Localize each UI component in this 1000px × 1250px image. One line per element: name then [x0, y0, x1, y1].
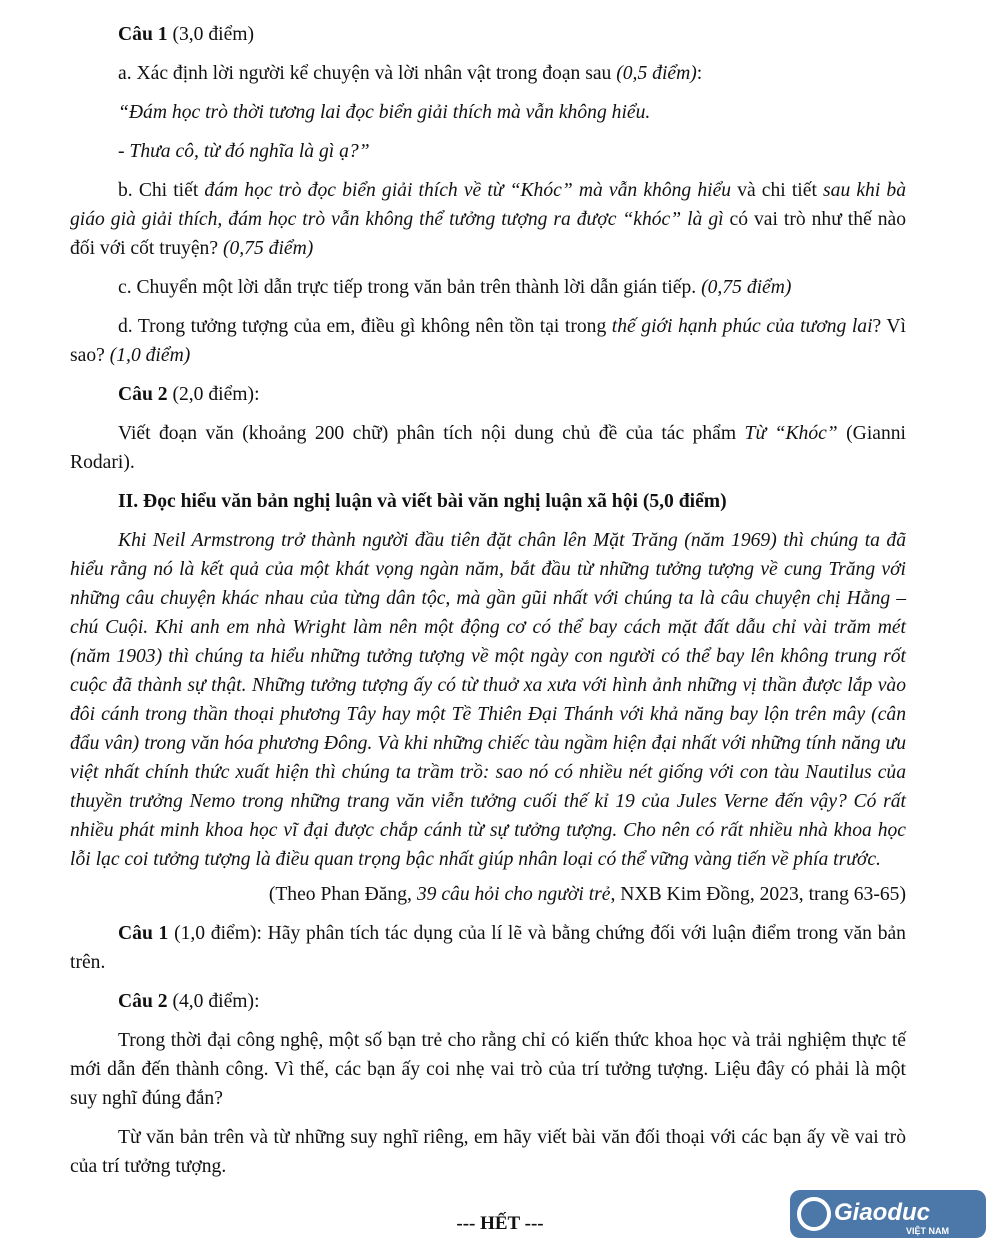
logo-brand-text: Giaoduc [834, 1199, 931, 1226]
part1-q1-c: c. Chuyển một lời dẫn trực tiếp trong văn bản trên thành lời dẫn gián tiếp. (0,75 điểm) [118, 277, 792, 298]
watermark-logo-graphic [788, 1186, 988, 1242]
passage-source: (Theo Phan Đăng, 39 câu hỏi cho người trẻ, NXB Kim Đồng, 2023, trang 63-65) [268, 884, 906, 905]
logo-sub-text: VIỆT NAM [906, 1226, 950, 1236]
part2-heading: II. Đọc hiểu văn bản nghị luận và viết bài văn nghị luận xã hội (5,0 điểm) [118, 491, 727, 512]
giaoduc-watermark-logo [788, 1186, 988, 1242]
reading-passage: Khi Neil Armstrong trở thành người đầu tiên đặt chân lên Mặt Trăng (năm 1969) thì chúng ta đã hiểu rằng nó là kết quả của một khát vọng ngàn năm, bắt đầu từ những tưởng tượng về cung Trăng với những câu chuyện khác nhau của từng dân tộc, mà gần gũi nhất với chúng ta là câu chuyện chị Hằng – chú Cuội. Khi anh em nhà Wright làm nên một động cơ có thể bay cách mặt đất dẫu chỉ vài trăm mét (năm 1903) thì chúng ta hiểu những tưởng tượng về một ngày con người có thể bay lên không trung rốt cuộc đã thành sự thật. Những tưởng tượng ấy có từ thuở xa xưa với hình ảnh những vị thần được lắp vào đôi cánh trong thần thoại phương Tây hay một Tề Thiên Đại Thánh với khả năng bay lộn trên mây (cân đẩu vân) trong văn hóa phương Đông. Và khi những chiếc tàu ngầm hiện đại nhất với những tính năng ưu việt nhất chính thức xuất hiện thì chúng ta trầm trồ: sao nó có nhiều nét giống với con tàu Nautilus của thuyền trưởng Nemo trong những trang văn viễn tưởng cuối thế kỉ 19 của Jules Verne đến vậy? Có rất nhiều phát minh khoa học vĩ đại được chắp cánh từ sự tưởng tượng. Cho nên có rất nhiều nhà khoa học lỗi lạc coi tưởng tượng là điều quan trọng bậc nhất giúp nhân loại có thể vững vàng tiến về phía trước. [70, 530, 906, 870]
part1-q2-heading: Câu 2 (2,0 điểm): [118, 384, 260, 405]
part1-q2-body: Viết đoạn văn (khoảng 200 chữ) phân tích nội dung chủ đề của tác phẩm Từ “Khóc” (Gianni Rodari). [70, 423, 906, 473]
part1-q1-heading: Câu 1 (3,0 điểm) [118, 24, 255, 45]
end-marker: --- HẾT --- [456, 1213, 544, 1234]
part2-q2-heading: Câu 2 (4,0 điểm): [118, 991, 260, 1012]
quote-line-1: “Đám học trò thời tương lai đọc biển giải thích mà vẫn không hiểu. [118, 102, 651, 123]
part1-q1-d: d. Trong tưởng tượng của em, điều gì không nên tồn tại trong thế giới hạnh phúc của tương lai? Vì sao? (1,0 điểm) [70, 316, 907, 366]
part2-q2-para2: Từ văn bản trên và từ những suy nghĩ riêng, em hãy viết bài văn đối thoại với các bạn ấy về vai trò của trí tưởng tượng. [70, 1127, 906, 1177]
part2-q2-para1: Trong thời đại công nghệ, một số bạn trẻ cho rằng chỉ có kiến thức khoa học và trải nghiệm thực tế mới dẫn đến thành công. Vì thế, các bạn ấy coi nhẹ vai trò của trí tưởng tượng. Liệu đây có phải là một suy nghĩ đúng đắn? [70, 1030, 906, 1109]
quote-line-2: - Thưa cô, từ đó nghĩa là gì ạ?” [118, 141, 370, 162]
part1-q1-a: a. Xác định lời người kể chuyện và lời nhân vật trong đoạn sau (0,5 điểm): [118, 63, 703, 84]
exam-page [70, 20, 906, 1191]
part1-q1-b: b. Chi tiết đám học trò đọc biển giải thích về từ “Khóc” mà vẫn không hiểu và chi tiết sau khi bà giáo già giải thích, đám học trò vẫn không thể tưởng tượng ra được “khóc” là gì có vai trò như thế nào đối với cốt truyện? (0,75 điểm) [70, 180, 907, 259]
part2-q1: Câu 1 (1,0 điểm): Hãy phân tích tác dụng của lí lẽ và bằng chứng đối với luận điểm trong văn bản trên. [70, 923, 906, 973]
